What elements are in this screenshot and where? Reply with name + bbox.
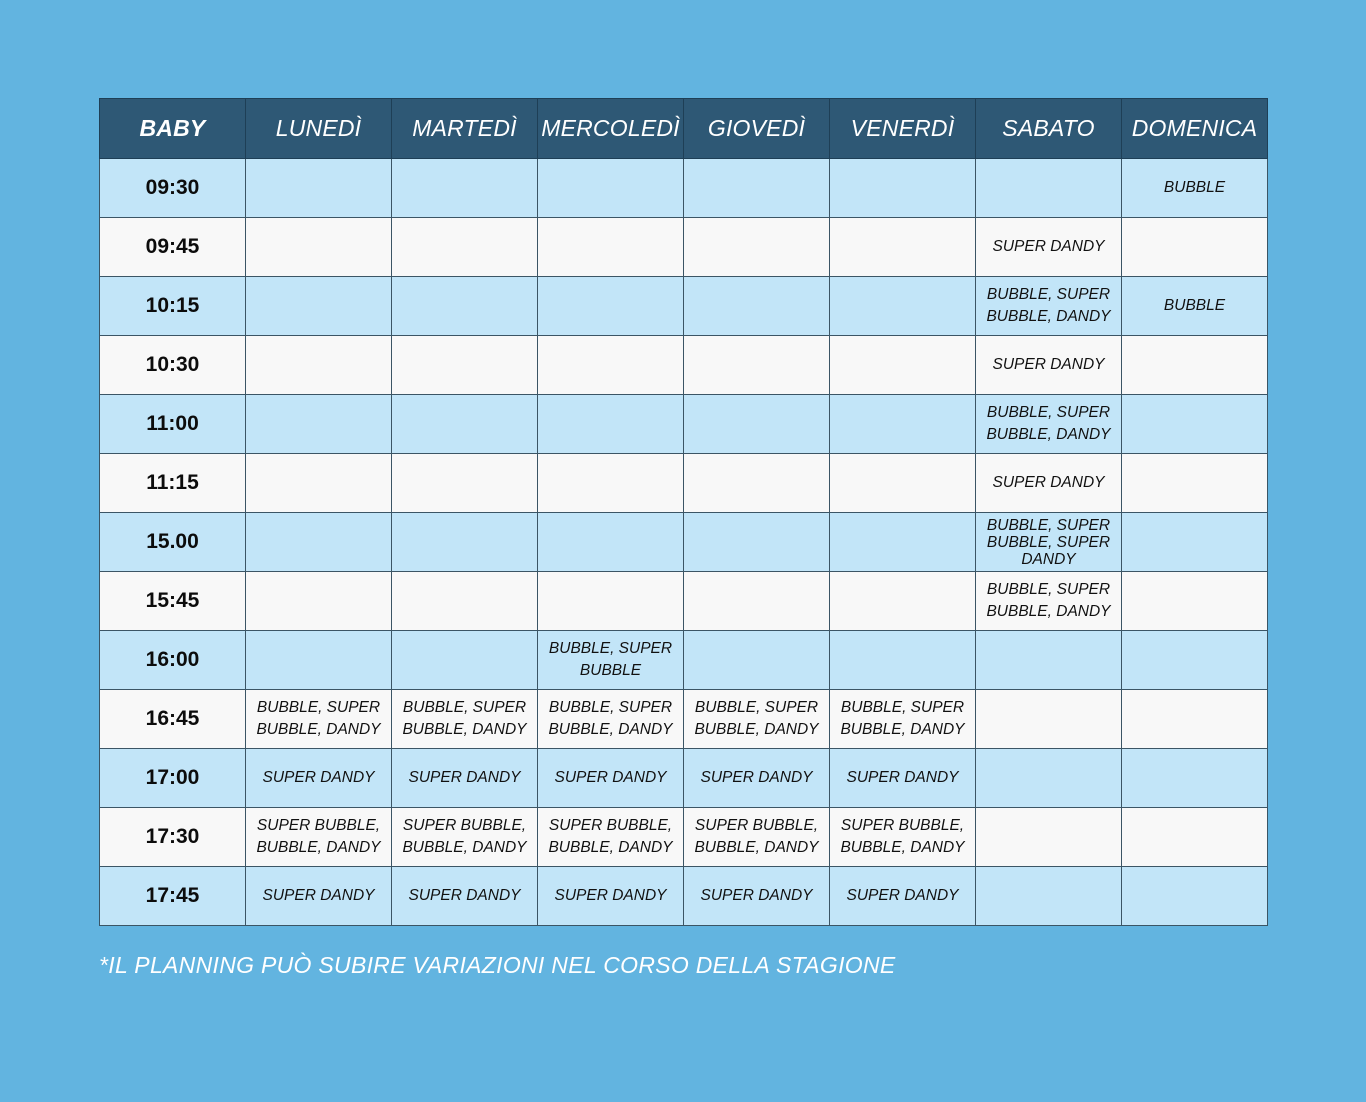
schedule-row bbox=[100, 395, 1268, 454]
class-cell-wednesday bbox=[538, 218, 684, 277]
schedule-row bbox=[100, 513, 1268, 572]
class-cell-thursday bbox=[684, 454, 830, 513]
class-cell-sunday bbox=[1122, 336, 1268, 395]
class-cell-tuesday bbox=[392, 513, 538, 572]
class-cell-monday bbox=[246, 572, 392, 631]
class-cell-tuesday: BUBBLE, SUPER BUBBLE, DANDY bbox=[392, 690, 538, 749]
day-header-wednesday: MERCOLEDÌ bbox=[538, 99, 684, 159]
class-cell-tuesday bbox=[392, 454, 538, 513]
time-slot: 16:45 bbox=[100, 690, 246, 749]
class-cell-friday: SUPER DANDY bbox=[830, 749, 976, 808]
time-slot: 17:30 bbox=[100, 808, 246, 867]
class-cell-friday: BUBBLE, SUPER BUBBLE, DANDY bbox=[830, 690, 976, 749]
class-cell-sunday bbox=[1122, 572, 1268, 631]
class-cell-tuesday: SUPER BUBBLE, BUBBLE, DANDY bbox=[392, 808, 538, 867]
class-cell-sunday: BUBBLE bbox=[1122, 159, 1268, 218]
schedule-row bbox=[100, 749, 1268, 808]
class-cell-friday: SUPER DANDY bbox=[830, 867, 976, 926]
class-cell-tuesday bbox=[392, 572, 538, 631]
class-cell-friday: SUPER BUBBLE, BUBBLE, DANDY bbox=[830, 808, 976, 867]
schedule-row bbox=[100, 690, 1268, 749]
class-cell-monday bbox=[246, 218, 392, 277]
schedule-table bbox=[99, 98, 1268, 926]
class-cell-thursday bbox=[684, 631, 830, 690]
class-cell-thursday: SUPER BUBBLE, BUBBLE, DANDY bbox=[684, 808, 830, 867]
class-cell-sunday bbox=[1122, 218, 1268, 277]
time-slot: 15.00 bbox=[100, 513, 246, 572]
class-cell-saturday: BUBBLE, SUPER BUBBLE, SUPER DANDY bbox=[976, 513, 1122, 572]
time-slot: 09:30 bbox=[100, 159, 246, 218]
class-cell-wednesday bbox=[538, 513, 684, 572]
day-header-tuesday: MARTEDÌ bbox=[392, 99, 538, 159]
class-cell-tuesday bbox=[392, 631, 538, 690]
class-cell-wednesday bbox=[538, 336, 684, 395]
class-cell-monday bbox=[246, 454, 392, 513]
class-cell-tuesday bbox=[392, 395, 538, 454]
class-cell-monday: BUBBLE, SUPER BUBBLE, DANDY bbox=[246, 690, 392, 749]
class-cell-sunday bbox=[1122, 513, 1268, 572]
schedule-body bbox=[100, 159, 1268, 926]
class-cell-friday bbox=[830, 572, 976, 631]
time-slot: 17:45 bbox=[100, 867, 246, 926]
day-header-sunday: DOMENICA bbox=[1122, 99, 1268, 159]
schedule-row bbox=[100, 218, 1268, 277]
class-cell-wednesday bbox=[538, 395, 684, 454]
schedule-row bbox=[100, 277, 1268, 336]
class-cell-monday bbox=[246, 159, 392, 218]
class-cell-thursday bbox=[684, 336, 830, 395]
class-cell-friday bbox=[830, 159, 976, 218]
class-cell-saturday: BUBBLE, SUPER BUBBLE, DANDY bbox=[976, 572, 1122, 631]
class-cell-friday bbox=[830, 513, 976, 572]
class-cell-thursday: BUBBLE, SUPER BUBBLE, DANDY bbox=[684, 690, 830, 749]
time-slot: 15:45 bbox=[100, 572, 246, 631]
class-cell-monday: SUPER BUBBLE, BUBBLE, DANDY bbox=[246, 808, 392, 867]
category-header: BABY bbox=[100, 99, 246, 159]
class-cell-saturday bbox=[976, 749, 1122, 808]
class-cell-sunday bbox=[1122, 690, 1268, 749]
class-cell-friday bbox=[830, 277, 976, 336]
class-cell-saturday bbox=[976, 159, 1122, 218]
class-cell-sunday bbox=[1122, 631, 1268, 690]
class-cell-thursday bbox=[684, 513, 830, 572]
class-cell-tuesday: SUPER DANDY bbox=[392, 867, 538, 926]
class-cell-thursday: SUPER DANDY bbox=[684, 867, 830, 926]
class-cell-tuesday: SUPER DANDY bbox=[392, 749, 538, 808]
time-slot: 09:45 bbox=[100, 218, 246, 277]
schedule-row bbox=[100, 336, 1268, 395]
schedule-row bbox=[100, 454, 1268, 513]
class-cell-monday bbox=[246, 395, 392, 454]
class-cell-sunday: BUBBLE bbox=[1122, 277, 1268, 336]
time-slot: 17:00 bbox=[100, 749, 246, 808]
time-slot: 16:00 bbox=[100, 631, 246, 690]
class-cell-sunday bbox=[1122, 867, 1268, 926]
class-cell-wednesday bbox=[538, 454, 684, 513]
class-cell-wednesday: SUPER BUBBLE, BUBBLE, DANDY bbox=[538, 808, 684, 867]
class-cell-saturday: SUPER DANDY bbox=[976, 336, 1122, 395]
class-cell-saturday: BUBBLE, SUPER BUBBLE, DANDY bbox=[976, 277, 1122, 336]
schedule-row bbox=[100, 572, 1268, 631]
footnote: *IL PLANNING PUÒ SUBIRE VARIAZIONI NEL CORSO DELLA STAGIONE bbox=[99, 952, 896, 978]
class-cell-friday bbox=[830, 631, 976, 690]
class-cell-wednesday: SUPER DANDY bbox=[538, 867, 684, 926]
class-cell-friday bbox=[830, 218, 976, 277]
class-cell-tuesday bbox=[392, 159, 538, 218]
class-cell-thursday bbox=[684, 395, 830, 454]
class-cell-thursday bbox=[684, 572, 830, 631]
time-slot: 10:15 bbox=[100, 277, 246, 336]
schedule-row bbox=[100, 867, 1268, 926]
header-row bbox=[100, 99, 1268, 159]
class-cell-saturday: BUBBLE, SUPER BUBBLE, DANDY bbox=[976, 395, 1122, 454]
class-cell-wednesday bbox=[538, 159, 684, 218]
class-cell-thursday bbox=[684, 159, 830, 218]
class-cell-wednesday: BUBBLE, SUPER BUBBLE, DANDY bbox=[538, 690, 684, 749]
class-cell-thursday bbox=[684, 218, 830, 277]
class-cell-saturday: SUPER DANDY bbox=[976, 218, 1122, 277]
time-slot: 10:30 bbox=[100, 336, 246, 395]
class-cell-monday bbox=[246, 277, 392, 336]
class-cell-monday: SUPER DANDY bbox=[246, 749, 392, 808]
class-cell-tuesday bbox=[392, 277, 538, 336]
day-header-friday: VENERDÌ bbox=[830, 99, 976, 159]
class-cell-monday bbox=[246, 631, 392, 690]
class-cell-wednesday bbox=[538, 277, 684, 336]
class-cell-sunday bbox=[1122, 395, 1268, 454]
class-cell-monday: SUPER DANDY bbox=[246, 867, 392, 926]
class-cell-sunday bbox=[1122, 749, 1268, 808]
class-cell-monday bbox=[246, 336, 392, 395]
schedule-row bbox=[100, 631, 1268, 690]
class-cell-saturday bbox=[976, 631, 1122, 690]
class-cell-friday bbox=[830, 395, 976, 454]
class-cell-saturday bbox=[976, 867, 1122, 926]
class-cell-friday bbox=[830, 336, 976, 395]
class-cell-thursday: SUPER DANDY bbox=[684, 749, 830, 808]
class-cell-tuesday bbox=[392, 218, 538, 277]
class-cell-thursday bbox=[684, 277, 830, 336]
class-cell-monday bbox=[246, 513, 392, 572]
time-slot: 11:00 bbox=[100, 395, 246, 454]
class-cell-sunday bbox=[1122, 808, 1268, 867]
class-cell-friday bbox=[830, 454, 976, 513]
day-header-saturday: SABATO bbox=[976, 99, 1122, 159]
class-cell-saturday bbox=[976, 808, 1122, 867]
day-header-thursday: GIOVEDÌ bbox=[684, 99, 830, 159]
class-cell-wednesday bbox=[538, 572, 684, 631]
class-cell-sunday bbox=[1122, 454, 1268, 513]
time-slot: 11:15 bbox=[100, 454, 246, 513]
class-cell-saturday: SUPER DANDY bbox=[976, 454, 1122, 513]
schedule-row bbox=[100, 159, 1268, 218]
class-cell-tuesday bbox=[392, 336, 538, 395]
schedule-row bbox=[100, 808, 1268, 867]
day-header-monday: LUNEDÌ bbox=[246, 99, 392, 159]
class-cell-wednesday: BUBBLE, SUPER BUBBLE bbox=[538, 631, 684, 690]
class-cell-saturday bbox=[976, 690, 1122, 749]
class-cell-wednesday: SUPER DANDY bbox=[538, 749, 684, 808]
